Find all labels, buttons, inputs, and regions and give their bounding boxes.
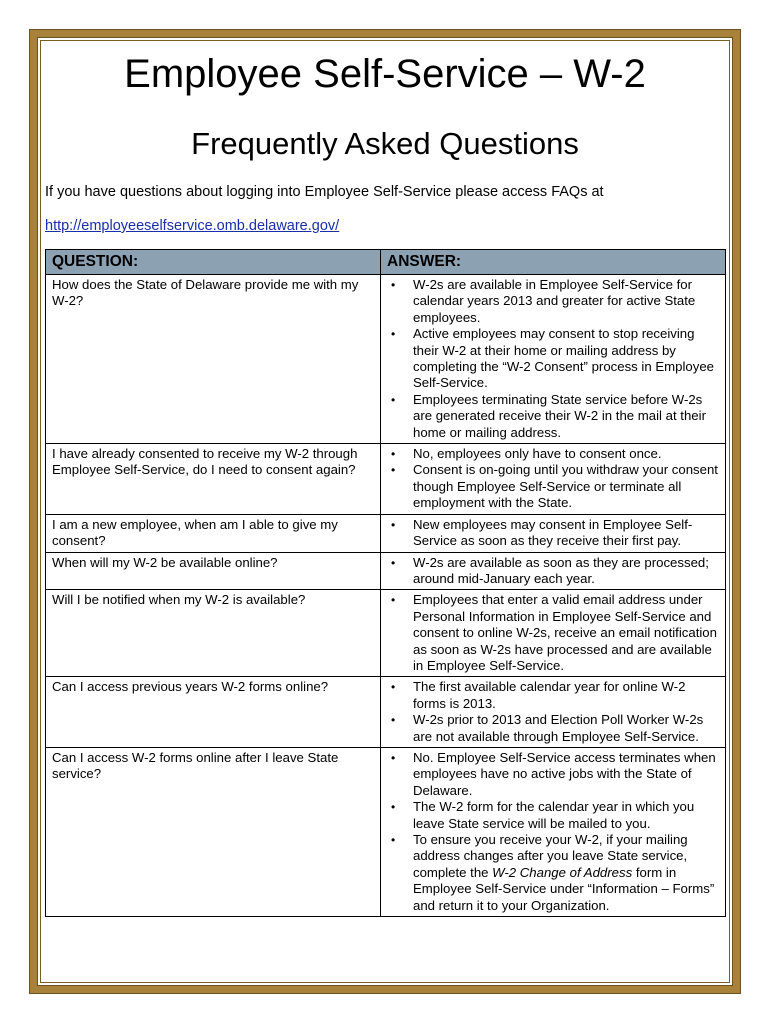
answer-item	[387, 277, 719, 326]
faq-answer-cell	[381, 747, 726, 916]
faq-answer-cell	[381, 514, 726, 552]
faq-link[interactable]: http://employeeselfservice.omb.delaware.gov/	[45, 218, 340, 234]
answer-text: To ensure you receive your W-2, if your mailing address changes after you leave State service, complete the	[413, 832, 688, 880]
answer-text: The W-2 form for the calendar year in which you leave State service will be mailed to you.	[413, 799, 695, 831]
answer-text: W-2s prior to 2013 and Election Poll Worker W-2s are not available through Employee Self-Service.	[413, 712, 704, 744]
page-title: Employee Self-Service – W-2	[124, 52, 646, 96]
faq-question: Will I be notified when my W-2 is available?	[46, 590, 381, 677]
bullet-icon: •	[391, 392, 396, 407]
bullet-icon: •	[391, 327, 396, 342]
faq-row	[46, 444, 726, 515]
intro-text: If you have questions about logging into Employee Self-Service please access FAQs at	[45, 184, 604, 200]
bullet-icon: •	[391, 447, 396, 462]
faq-answer-cell	[381, 444, 726, 515]
faq-row	[46, 552, 726, 590]
answer-item	[387, 555, 719, 588]
answer-text: Employees that enter a valid email address under Personal Information in Employee Self-Service and consent to online W-2s, receive an email notification as soon as W-2s have processed and are available in Employee Self-Service.	[413, 592, 717, 673]
bullet-icon: •	[391, 593, 396, 608]
faq-answer-cell	[381, 590, 726, 677]
faq-question: Can I access W-2 forms online after I leave State service?	[46, 747, 381, 916]
answer-text: W-2s are available in Employee Self-Service for calendar years 2013 and greater for active State employees.	[413, 277, 696, 325]
faq-row	[46, 590, 726, 677]
bullet-icon: •	[391, 463, 396, 478]
answer-item	[387, 712, 719, 745]
faq-question: When will my W-2 be available online?	[46, 552, 381, 590]
faq-question: How does the State of Delaware provide me with my W-2?	[46, 275, 381, 444]
answer-item	[387, 517, 719, 550]
answer-text: The first available calendar year for online W-2 forms is 2013.	[413, 679, 686, 711]
answer-item	[387, 750, 719, 799]
faq-row	[46, 677, 726, 748]
answer-header: ANSWER:	[381, 250, 726, 275]
page-subtitle: Frequently Asked Questions	[191, 126, 579, 161]
answer-text: No. Employee Self-Service access terminates when employees have no active jobs with the State of Delaware.	[413, 749, 716, 798]
faq-row	[46, 747, 726, 916]
faq-row	[46, 514, 726, 552]
answer-item	[387, 592, 719, 674]
faq-header-row	[46, 250, 726, 275]
answer-text: Employees terminating State service before W-2s are generated receive their W-2 in the mail at their home or mailing address.	[413, 391, 706, 440]
answer-list	[387, 750, 719, 914]
faq-question: I am a new employee, when am I able to give my consent?	[46, 514, 381, 552]
faq-question: Can I access previous years W-2 forms online?	[46, 677, 381, 748]
answer-list	[387, 446, 719, 512]
faq-question: I have already consented to receive my W-2 through Employee Self-Service, do I need to consent again?	[46, 444, 381, 515]
answer-text: New employees may consent in Employee Self-Service as soon as they receive their first pay.	[413, 516, 693, 549]
answer-item	[387, 832, 719, 914]
form-name: W-2 Change of Address	[492, 864, 633, 880]
answer-item	[387, 326, 719, 392]
faq-table	[45, 249, 726, 917]
bullet-icon: •	[391, 713, 396, 728]
answer-list	[387, 277, 719, 441]
question-header: QUESTION:	[46, 250, 381, 275]
bullet-icon: •	[391, 278, 396, 292]
answer-item	[387, 799, 719, 832]
answer-list	[387, 517, 719, 550]
answer-item	[387, 462, 719, 511]
bullet-icon: •	[391, 800, 396, 815]
bullet-icon: •	[391, 555, 396, 570]
answer-list	[387, 555, 719, 588]
answer-item	[387, 392, 719, 441]
bullet-icon: •	[391, 750, 396, 765]
answer-list	[387, 592, 719, 674]
faq-body	[46, 275, 726, 917]
faq-answer-cell	[381, 677, 726, 748]
answer-item	[387, 679, 719, 712]
answer-text: Consent is on-going until you withdraw your consent though Employee Self-Service or terminate all employment with the State.	[413, 462, 718, 511]
faq-answer-cell	[381, 552, 726, 590]
faq-answer-cell	[381, 275, 726, 444]
bullet-icon: •	[391, 833, 396, 847]
answer-item	[387, 446, 719, 462]
bullet-icon: •	[391, 680, 396, 695]
answer-text: W-2s are available as soon as they are processed; around mid-January each year.	[413, 554, 709, 586]
answer-text: Active employees may consent to stop receiving their W-2 at their home or mailing address by completing the “W-2 Consent” process in Employee Self-Service.	[413, 326, 715, 391]
bullet-icon: •	[391, 517, 396, 532]
answer-text: No, employees only have to consent once.	[413, 446, 662, 462]
answer-text-continued: form in Employee Self-Service under “Information – Forms” and return it to your Organization.	[413, 864, 715, 913]
answer-list	[387, 679, 719, 745]
faq-row	[46, 275, 726, 444]
